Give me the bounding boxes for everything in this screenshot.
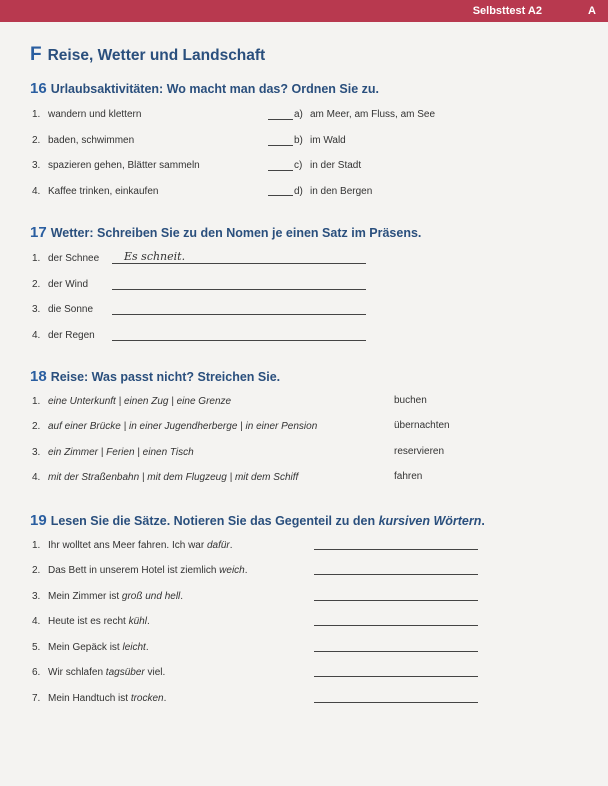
ex19-answer-line[interactable] xyxy=(314,600,478,601)
ex17-item: 3. die Sonne xyxy=(32,304,94,315)
ex16-right-item: b) im Wald xyxy=(294,135,346,146)
ex18-verb: reservieren xyxy=(394,446,445,457)
ex16-right-item: a) am Meer, am Fluss, am See xyxy=(294,109,436,120)
section-title xyxy=(30,44,265,66)
ex19-answer-line[interactable] xyxy=(314,676,478,677)
ex17-title xyxy=(30,224,421,241)
ex19-answer-line[interactable] xyxy=(314,549,478,550)
ex18-verb: fahren xyxy=(394,471,423,482)
ex19-answer-line[interactable] xyxy=(314,651,478,652)
ex17-answer-line[interactable] xyxy=(112,289,366,290)
ex16-number: 16 xyxy=(30,80,47,97)
header-title: Selbsttest A2 xyxy=(472,5,542,17)
ex19-item: 1. Ihr wolltet ans Meer fahren. Ich war dafür. xyxy=(32,540,233,551)
ex16-title xyxy=(30,80,379,97)
ex18-number: 18 xyxy=(30,368,47,385)
header-letter: A xyxy=(588,5,596,17)
ex17-handwritten-answer: Es schneit. xyxy=(124,250,186,263)
ex17-item: 2. der Wind xyxy=(32,279,89,290)
ex17-number: 17 xyxy=(30,224,47,241)
ex16-left-item: 3. spazieren gehen, Blätter sammeln xyxy=(32,160,200,171)
ex19-item: 3. Mein Zimmer ist groß und hell. xyxy=(32,591,184,602)
ex16-title-text: Urlaubsaktivitäten: Wo macht man das? Ordnen Sie zu. xyxy=(50,82,379,96)
ex17-item: 1. der Schnee xyxy=(32,253,100,264)
ex16-answer-line[interactable] xyxy=(268,145,293,146)
ex18-title-text: Reise: Was passt nicht? Streichen Sie. xyxy=(50,370,281,384)
ex17-item: 4. der Regen xyxy=(32,330,95,341)
ex16-left-item: 2. baden, schwimmen xyxy=(32,135,135,146)
ex19-answer-line[interactable] xyxy=(314,625,478,626)
ex16-right-item: c) in der Stadt xyxy=(294,160,362,171)
ex16-right-item: d) in den Bergen xyxy=(294,186,373,197)
ex16-left-item: 4. Kaffee trinken, einkaufen xyxy=(32,186,159,197)
ex19-title: 19 Lesen Sie die Sätze. Notieren Sie das Gegenteil zu den kursiven Wörtern. xyxy=(30,512,485,529)
ex17-answer-line[interactable] xyxy=(112,263,366,264)
ex16-answer-line[interactable] xyxy=(268,119,293,120)
ex19-item: 4. Heute ist es recht kühl. xyxy=(32,616,150,627)
ex18-verb: übernachten xyxy=(394,420,450,431)
ex19-item: 2. Das Bett in unserem Hotel ist ziemlich weich. xyxy=(32,565,248,576)
ex18-verb: buchen xyxy=(394,395,427,406)
ex19-answer-line[interactable] xyxy=(314,574,478,575)
ex19-item: 6. Wir schlafen tagsüber viel. xyxy=(32,667,166,678)
ex19-answer-line[interactable] xyxy=(314,702,478,703)
ex18-item: 2. auf einer Brücke | in einer Jugendherberge | in einer Pension xyxy=(32,421,318,432)
ex17-answer-line[interactable] xyxy=(112,314,366,315)
ex16-answer-line[interactable] xyxy=(268,170,293,171)
ex17-title-text: Wetter: Schreiben Sie zu den Nomen je einen Satz im Präsens. xyxy=(50,226,422,240)
section-title-text: Reise, Wetter und Landschaft xyxy=(47,47,266,64)
ex19-number: 19 xyxy=(30,512,47,529)
section-letter: F xyxy=(30,44,42,65)
ex18-title xyxy=(30,368,280,385)
header-bar xyxy=(0,0,608,22)
ex16-left-item: 1. wandern und klettern xyxy=(32,109,142,120)
ex16-answer-line[interactable] xyxy=(268,195,293,196)
ex19-item: 5. Mein Gepäck ist leicht. xyxy=(32,642,149,653)
ex18-item: 1. eine Unterkunft | einen Zug | eine Grenze xyxy=(32,396,232,407)
ex18-item: 3. ein Zimmer | Ferien | einen Tisch xyxy=(32,447,194,458)
ex18-item: 4. mit der Straßenbahn | mit dem Flugzeug | mit dem Schiff xyxy=(32,472,299,483)
ex19-item: 7. Mein Handtuch ist trocken. xyxy=(32,693,167,704)
ex17-answer-line[interactable] xyxy=(112,340,366,341)
